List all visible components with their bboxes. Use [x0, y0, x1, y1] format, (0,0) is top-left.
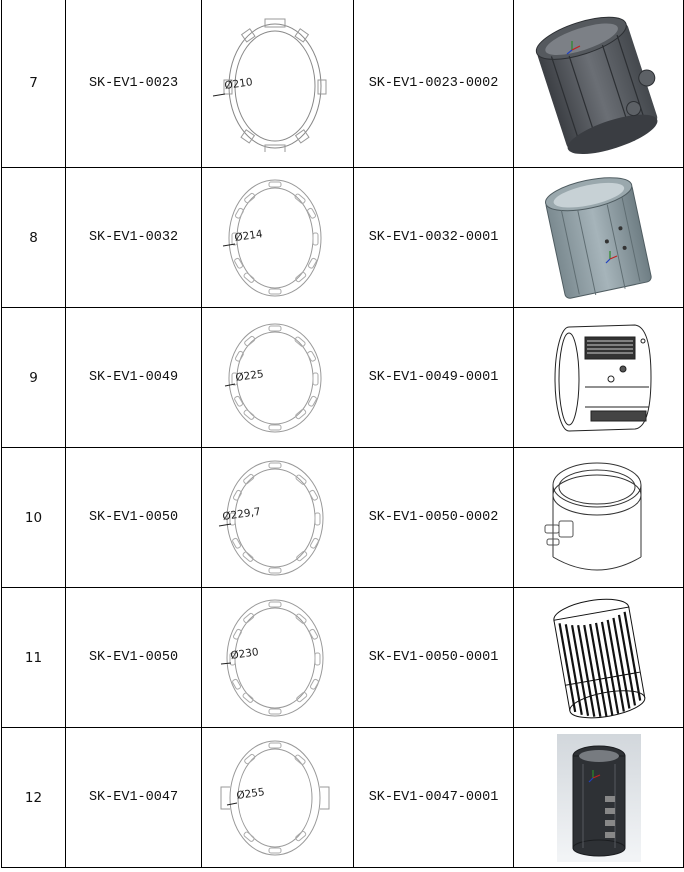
product-image: [515, 729, 683, 867]
table-row: [2, 0, 684, 168]
diameter-label: Ø230: [229, 645, 259, 662]
row-number: 8: [2, 168, 66, 308]
ring-drawing: [203, 729, 353, 867]
drawing-number: SK-EV1-0047-0001: [354, 728, 514, 868]
product-image: [515, 449, 683, 587]
part-number: SK-EV1-0047: [66, 728, 202, 868]
drawing-number: SK-EV1-0023-0002: [354, 0, 514, 168]
part-number: SK-EV1-0050: [66, 588, 202, 728]
part-number: SK-EV1-0049: [66, 308, 202, 448]
ring-drawing-cell: [202, 728, 354, 868]
table-row: [2, 308, 684, 448]
ring-drawing-cell: [202, 308, 354, 448]
diameter-label: Ø255: [235, 785, 265, 802]
product-image-cell: [514, 308, 684, 448]
product-image: [515, 309, 683, 447]
diameter-label: Ø214: [233, 227, 263, 244]
diameter-label: Ø225: [234, 367, 264, 384]
product-image-cell: [514, 588, 684, 728]
product-image-cell: [514, 448, 684, 588]
row-number: 10: [2, 448, 66, 588]
part-number: SK-EV1-0023: [66, 0, 202, 168]
row-number: 9: [2, 308, 66, 448]
table-row: [2, 448, 684, 588]
ring-drawing: [203, 449, 353, 587]
ring-drawing: [203, 14, 353, 152]
part-number: SK-EV1-0050: [66, 448, 202, 588]
ring-drawing-cell: [202, 168, 354, 308]
product-image: [515, 14, 683, 152]
diameter-label: Ø229,7: [221, 505, 261, 523]
parts-table: [1, 0, 684, 868]
product-image-cell: [514, 168, 684, 308]
ring-drawing-cell: [202, 448, 354, 588]
product-image: [515, 169, 683, 307]
ring-drawing: [203, 309, 353, 447]
table-row: [2, 168, 684, 308]
product-image-cell: [514, 0, 684, 168]
drawing-number: SK-EV1-0049-0001: [354, 308, 514, 448]
table-row: [2, 728, 684, 868]
row-number: 7: [2, 0, 66, 168]
ring-drawing: [203, 589, 353, 727]
drawing-number: SK-EV1-0032-0001: [354, 168, 514, 308]
drawing-number: SK-EV1-0050-0002: [354, 448, 514, 588]
drawing-number: SK-EV1-0050-0001: [354, 588, 514, 728]
product-image-cell: [514, 728, 684, 868]
ring-drawing-cell: [202, 0, 354, 168]
row-number: 12: [2, 728, 66, 868]
row-number: 11: [2, 588, 66, 728]
table-row: [2, 588, 684, 728]
product-image: [515, 589, 683, 727]
part-number: SK-EV1-0032: [66, 168, 202, 308]
ring-drawing-cell: [202, 588, 354, 728]
ring-drawing: [203, 169, 353, 307]
diameter-label: Ø210: [223, 76, 253, 92]
